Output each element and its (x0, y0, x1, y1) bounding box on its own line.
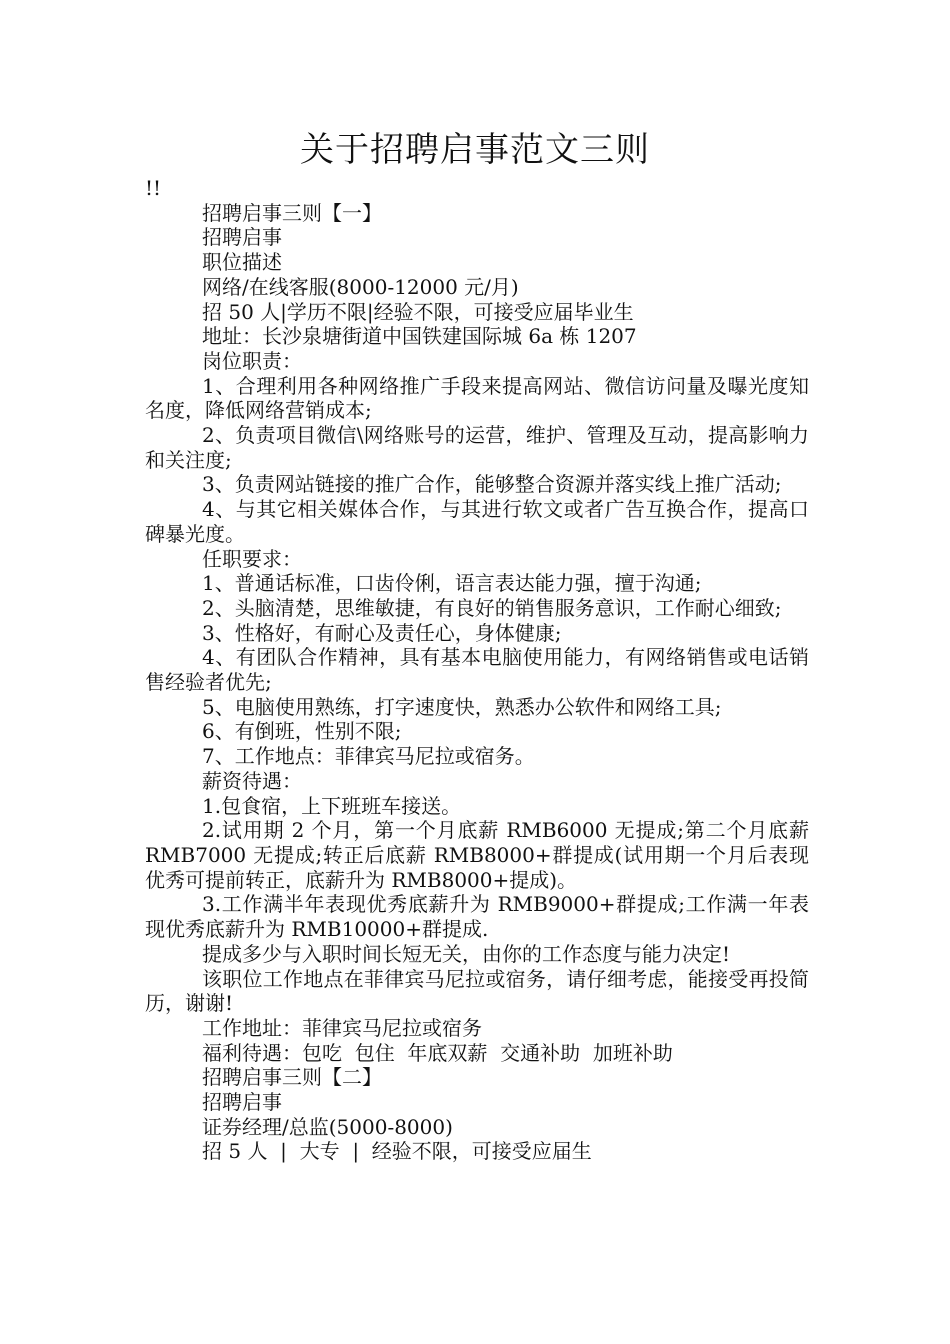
body-line: !! (145, 176, 162, 200)
body-line: 招 50 人|学历不限|经验不限，可接受应届毕业生 (202, 299, 634, 324)
body-paragraph: 3.工作满半年表现优秀底薪升为 RMB9000+群提成;工作满一年表现优秀底薪升为 RMB10000+群提成. (145, 892, 809, 942)
body-line: 岗位职责： (202, 348, 302, 373)
body-line: 职位描述 (202, 250, 282, 275)
body-line: 1、普通话标准，口齿伶俐，语言表达能力强，擅于沟通; (202, 571, 702, 596)
body-line: 证券经理/总监(5000-8000) (202, 1114, 453, 1139)
body-paragraph: 3、负责网站链接的推广合作，能够整合资源并落实线上推广活动; (202, 472, 782, 497)
body-line: 薪资待遇： (202, 768, 302, 793)
body-line: 地址：长沙泉塘街道中国铁建国际城 6a 栋 1207 (202, 324, 637, 349)
body-line: 招聘启事 (202, 225, 282, 250)
body-line: 1.包食宿，上下班班车接送。 (202, 793, 462, 818)
body-line: 7、工作地点：菲律宾马尼拉或宿务。 (202, 744, 535, 769)
body-line: 6、有倒班，性别不限; (202, 719, 402, 744)
body-line: 工作地址：菲律宾马尼拉或宿务 (202, 1015, 482, 1040)
body-paragraph: 2、头脑清楚，思维敏捷，有良好的销售服务意识，工作耐心细致; (202, 595, 782, 620)
body-line: 任职要求： (202, 546, 302, 571)
body-line: 招聘启事 (202, 1090, 282, 1115)
body-line: 网络/在线客服(8000-12000 元/月) (202, 274, 519, 299)
body-paragraph: 4、与其它相关媒体合作，与其进行软文或者广告互换合作，提高口碑暴光度。 (145, 497, 809, 546)
body-line: 3、性格好，有耐心及责任心，身体健康; (202, 620, 562, 645)
body-line: 招聘启事三则【二】 (202, 1065, 382, 1090)
document-body (145, 176, 809, 1164)
body-line: 5、电脑使用熟练，打字速度快，熟悉办公软件和网络工具; (202, 694, 722, 719)
document-title: 关于招聘启事范文三则 (300, 130, 650, 170)
body-paragraph: 该职位工作地点在菲律宾马尼拉或宿务，请仔细考虑，能接受再投简历，谢谢! (145, 966, 809, 1016)
body-paragraph: 2.试用期 2 个月，第一个月底薪 RMB6000 无提成;第二个月底薪 RMB7000 无提成;转正后底薪 RMB8000+群提成(试用期一个月后表现优秀可提前转正，底薪升为 RMB8000+提成)。 (145, 818, 809, 892)
body-paragraph: 1、合理利用各种网络推广手段来提高网站、微信访问量及曝光度知名度，降低网络营销成本; (145, 373, 809, 423)
body-paragraph: 4、有团队合作精神，具有基本电脑使用能力，有网络销售或电话销售经验者优先; (145, 645, 809, 695)
body-line: 招 5 人 | 大专 | 经验不限，可接受应届生 (202, 1139, 592, 1164)
body-line: 招聘启事三则【一】 (202, 200, 382, 225)
body-line: 提成多少与入职时间长短无关，由你的工作态度与能力决定! (202, 941, 731, 966)
body-paragraph: 2、负责项目微信\网络账号的运营，维护、管理及互动，提高影响力和关注度; (145, 423, 809, 472)
body-line: 福利待遇：包吃 包住 年底双薪 交通补助 加班补助 (202, 1040, 673, 1065)
